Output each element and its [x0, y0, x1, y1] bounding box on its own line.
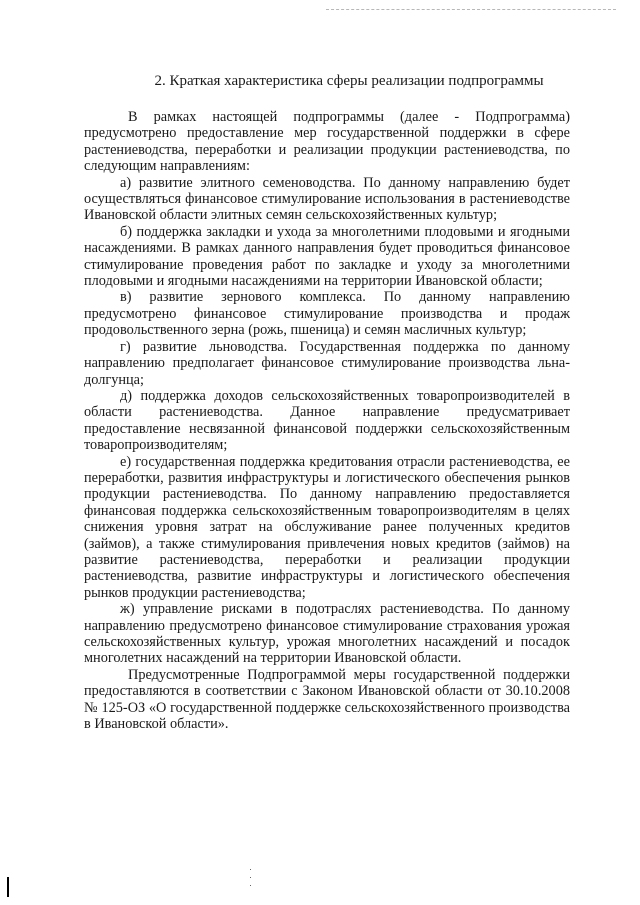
paragraph-item-b: б) поддержка закладки и ухода за многолетними плодовыми и ягодными насаждениями. В рамках данного направления будет проводиться финансовое стимулирование проведения работ по закладке и уходу за многолетними плодовыми и ягодными насаждениями на территории Ивановской области; — [84, 223, 570, 290]
paragraph-item-e: е) государственная поддержка кредитования отрасли растениеводства, ее переработки, развития инфраструктуры и логистического обеспечения рынков продукции растениеводства. По данному направлению предоставляется финансовая поддержка сельскохозяйственным товаропроизводителям в целях снижения уровня затрат на обслуживание ранее полученных кредитов (займов), а также стимулирования привлечения новых кредитов (займов) на развитие растениеводства, переработки и реализации продукции растениеводства, развитие инфраструктуры и логистического обеспечения рынков продукции растениеводства; — [84, 453, 570, 601]
scan-speck — [250, 869, 251, 870]
section-heading: 2. Краткая характеристика сферы реализации подпрограммы — [154, 73, 544, 89]
paragraph-item-v: в) развитие зернового комплекса. По данному направлению предусмотрено финансовое стимулирование производства и продаж продовольственного зерна (рожь, пшеница) и семян масличных культур; — [84, 289, 570, 339]
paragraph-item-zh: ж) управление рисками в подотраслях растениеводства. По данному направлению предусмотрено финансовое стимулирование страхования урожая сельскохозяйственных культур, урожая многолетних насаждений и посадок многолетних насаждений на территории Ивановской области. — [84, 601, 570, 667]
paragraph-conclusion: Предусмотренные Подпрограммой меры государственной поддержки предоставляются в соответствии с Законом Ивановской области от 30.10.2008 № 125-ОЗ «О государственной поддержке сельскохозяйственного производства в Ивановской области». — [84, 666, 570, 733]
paragraph-item-a: а) развитие элитного семеноводства. По данному направлению будет осуществляться финансовое стимулирование использования в растениеводстве Ивановской области элитных семян сельскохозяйственных культур; — [84, 174, 570, 224]
paragraph-item-d: д) поддержка доходов сельскохозяйственных товаропроизводителей в области растениеводства. Данное направление предусматривает предоставление несвязанной финансовой поддержки сельскохозяйственным товаропроизводителям; — [84, 387, 570, 454]
scan-speck — [250, 877, 251, 878]
scan-speck — [250, 885, 251, 886]
scan-artifact-line — [326, 9, 616, 10]
document-body — [84, 109, 570, 732]
scan-edge-mark — [7, 877, 9, 897]
paragraph-item-g: г) развитие льноводства. Государственная поддержка по данному направлению предполагает финансовое стимулирование производства льна-долгунца; — [84, 338, 570, 388]
paragraph-intro: В рамках настоящей подпрограммы (далее - Подпрограмма) предусмотрено предоставление мер государственной поддержки в сфере растениеводства, переработки и реализации продукции растениеводства, по следующим направлениям: — [84, 109, 570, 175]
